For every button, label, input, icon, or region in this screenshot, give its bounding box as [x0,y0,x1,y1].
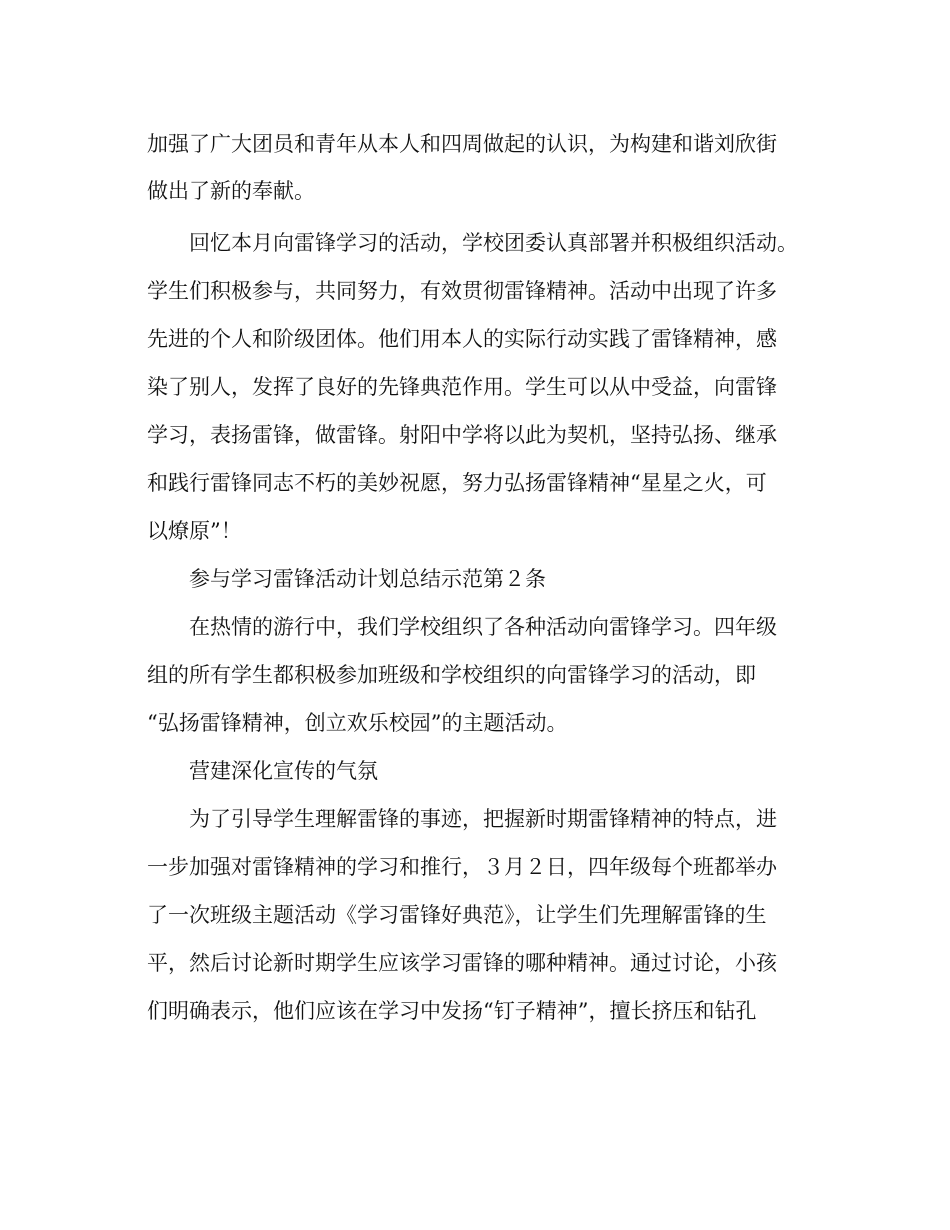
section-heading: 营建深化宣传的气氛 [189,759,378,783]
text-line: 先进的个人和阶级团体。他们用本人的实际行动实践了雷锋精神，感 [147,327,777,351]
text-line: 为了引导学生理解雷锋的事迹，把握新时期雷锋精神的特点，进 [189,807,777,831]
text-line: 一步加强对雷锋精神的学习和推行，３月２日，四年级每个班都举办 [147,855,777,879]
text-line: 平，然后讨论新时期学生应该学习雷锋的哪种精神。通过讨论，小孩 [147,951,777,975]
text-line: 学生们积极参与，共同努力，有效贯彻雷锋精神。活动中出现了许多 [147,279,777,303]
text-line: 了一次班级主题活动《学习雷锋好典范》，让学生们先理解雷锋的生 [147,903,767,927]
text-line: 回忆本月向雷锋学习的活动，学校团委认真部署并积极组织活动。 [189,231,798,255]
text-line: 染了别人，发挥了良好的先锋典范作用。学生可以从中受益，向雷锋 [147,375,777,399]
text-line: 做出了新的奉献。 [147,179,315,203]
text-line: 和践行雷锋同志不朽的美妙祝愿，努力弘扬雷锋精神“星星之火，可 [147,471,767,495]
text-line: 学习，表扬雷锋，做雷锋。射阳中学将以此为契机，坚持弘扬、继承 [147,423,777,447]
text-line: 以燎原”！ [147,519,242,543]
text-line: 们明确表示，他们应该在学习中发扬“钉子精神”，擅长挤压和钻孔 [147,999,757,1023]
section-heading: 参与学习雷锋活动计划总结示范第２条 [189,567,546,591]
text-line: 组的所有学生都积极参加班级和学校组织的向雷锋学习的活动，即 [147,663,756,687]
text-line: 加强了广大团员和青年从本人和四周做起的认识，为构建和谐刘欣街 [147,132,777,156]
text-line: “弘扬雷锋精神，创立欢乐校园”的主题活动。 [147,711,568,735]
text-line: 在热情的游行中，我们学校组织了各种活动向雷锋学习。四年级 [189,615,777,639]
